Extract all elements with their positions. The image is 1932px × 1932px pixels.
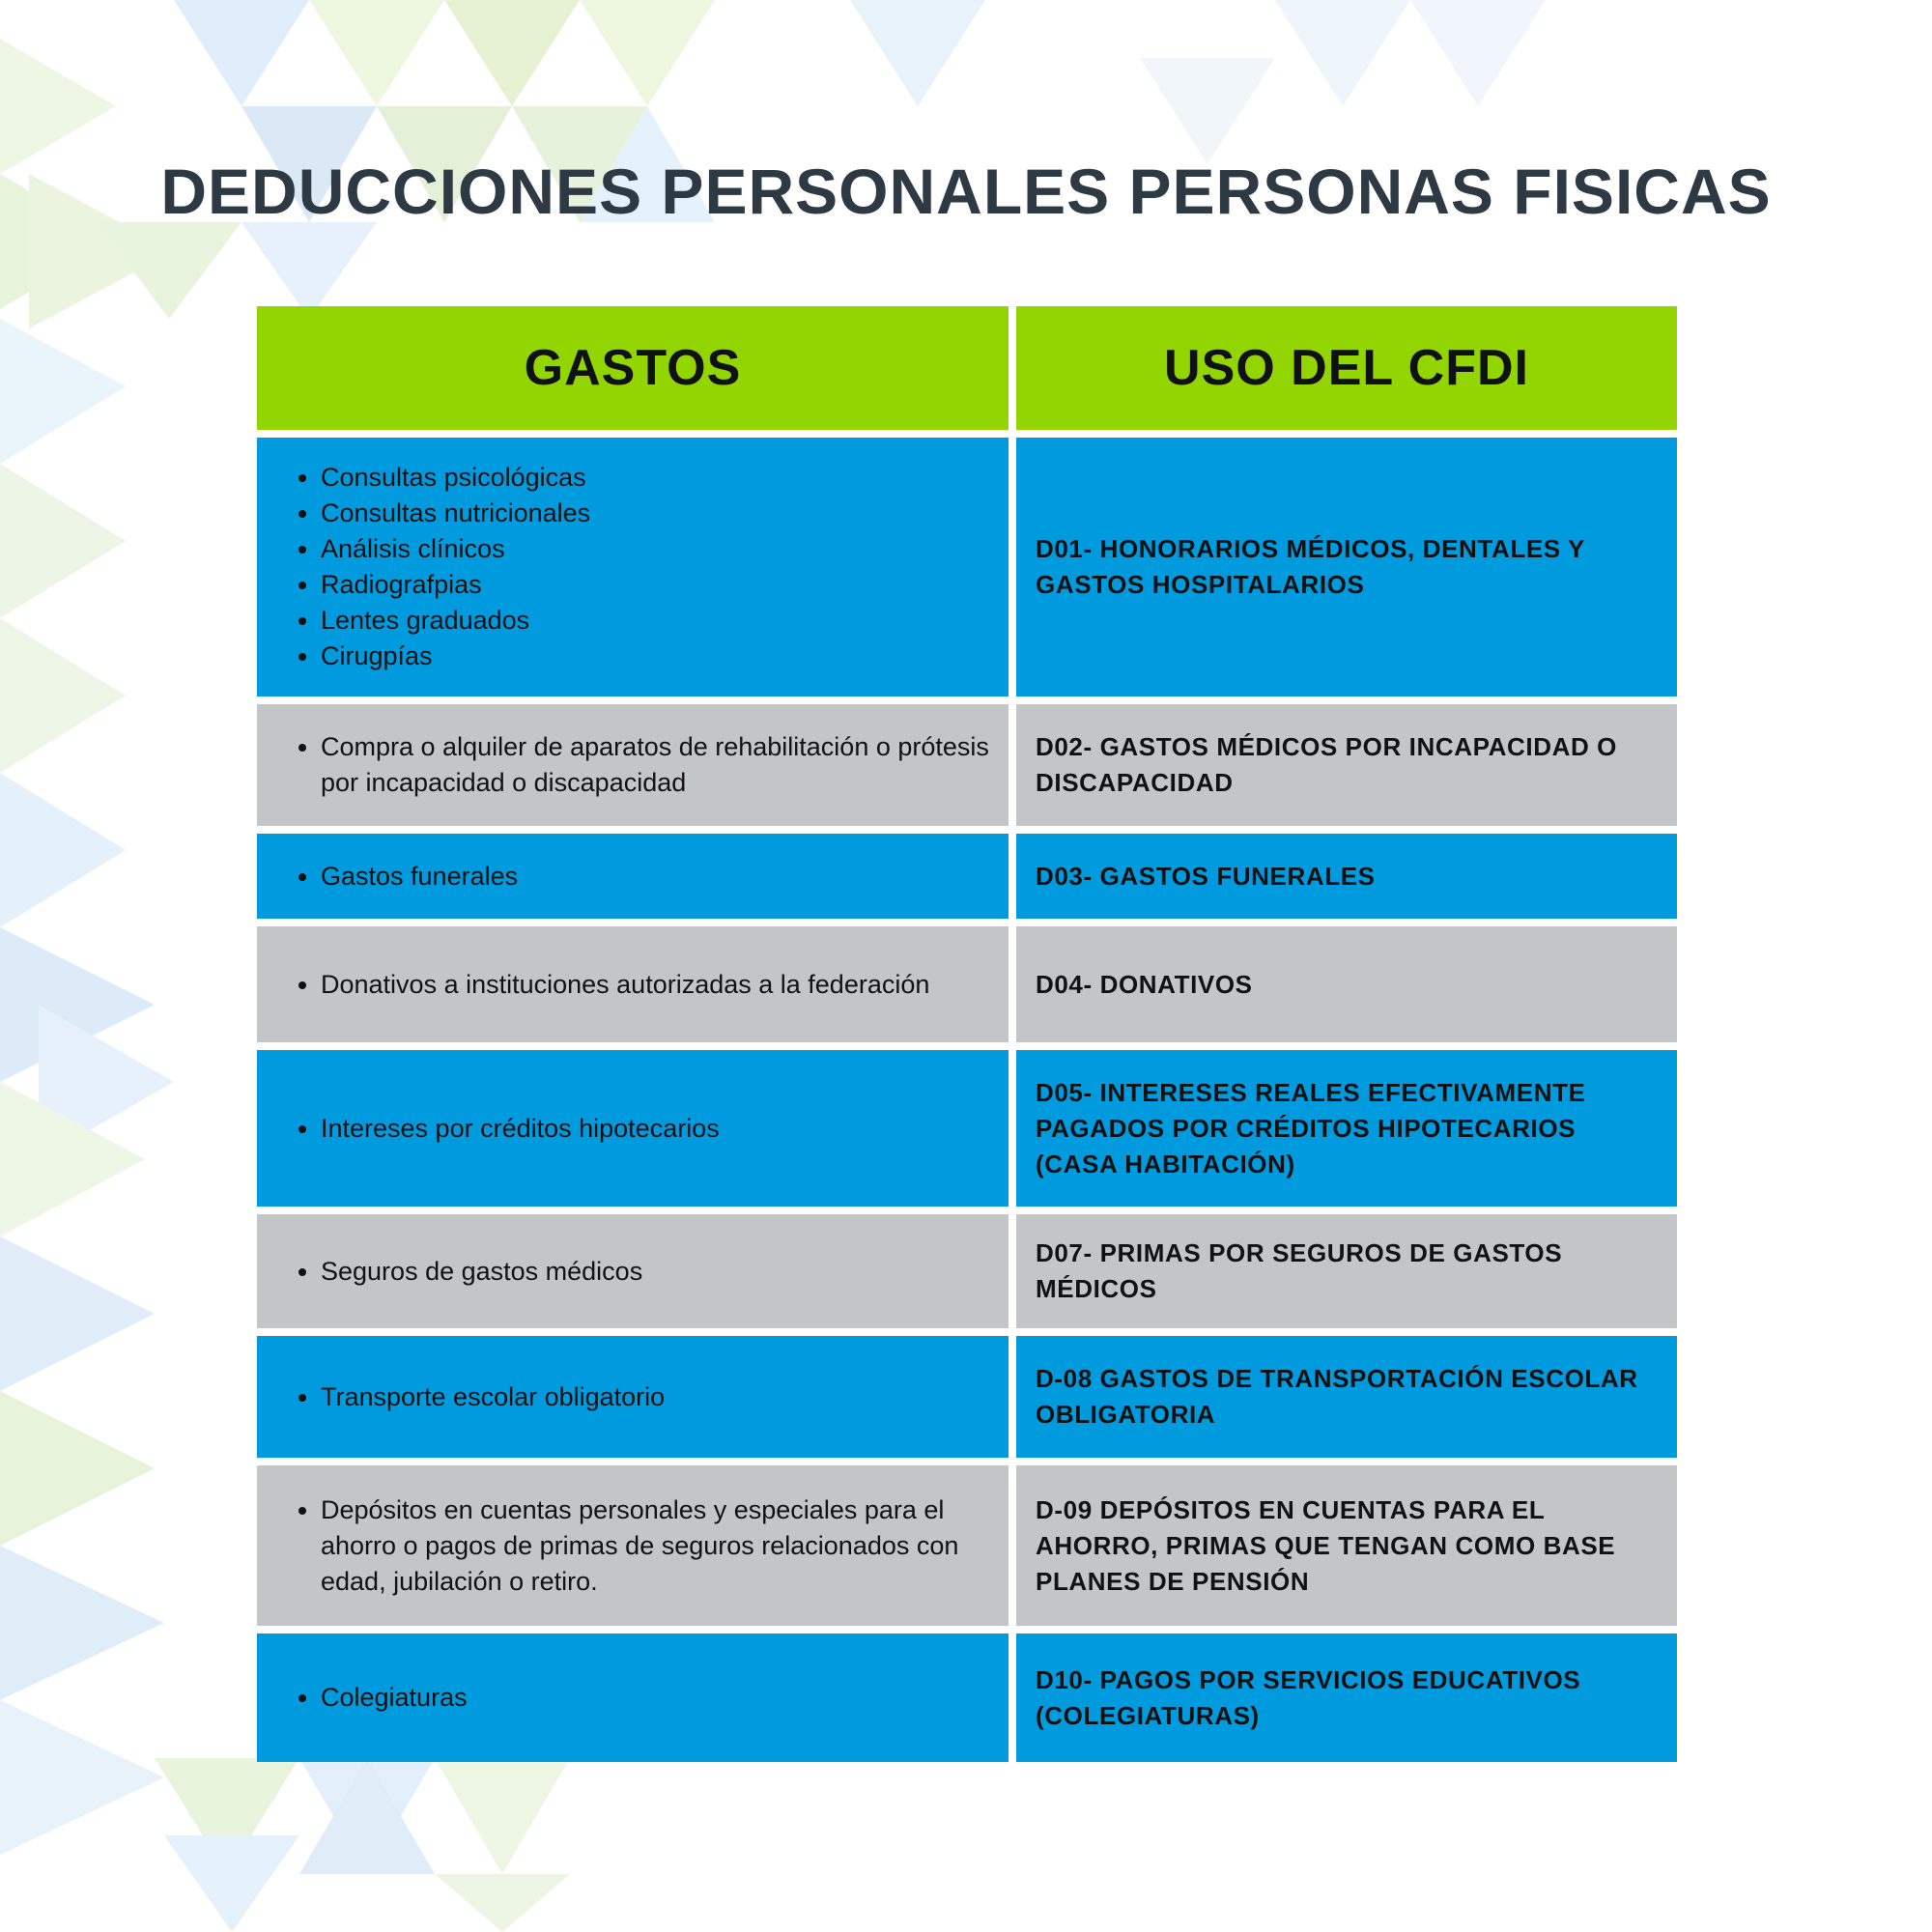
table-body xyxy=(257,438,1677,1762)
gastos-cell xyxy=(257,1214,1009,1328)
uso-cfdi-cell: D05- INTERESES REALES EFECTIVAMENTE PAGADOS POR CRÉDITOS HIPOTECARIOS (CASA HABITACIÓN) xyxy=(1016,1050,1677,1207)
gastos-cell xyxy=(257,704,1009,826)
page-title: DEDUCCIONES PERSONALES PERSONAS FISICAS xyxy=(160,156,1772,227)
gastos-item: • Donativos a instituciones autorizadas a la federación xyxy=(321,967,929,1003)
uso-cfdi-cell: D01- HONORARIOS MÉDICOS, DENTALES Y GASTOS HOSPITALARIOS xyxy=(1016,438,1677,696)
table-row xyxy=(257,1214,1677,1328)
gastos-item: • Gastos funerales xyxy=(321,859,518,895)
uso-cfdi-cell: D02- GASTOS MÉDICOS POR INCAPACIDAD O DISCAPACIDAD xyxy=(1016,704,1677,826)
gastos-cell xyxy=(257,926,1009,1042)
gastos-list xyxy=(257,460,610,674)
table-row xyxy=(257,438,1677,696)
gastos-header: GASTOS xyxy=(257,306,1009,430)
gastos-list xyxy=(257,1492,1009,1600)
gastos-cell xyxy=(257,438,1009,696)
table-row xyxy=(257,926,1677,1042)
gastos-item: • Cirugpías xyxy=(321,639,590,674)
gastos-list xyxy=(257,859,537,895)
gastos-list xyxy=(257,729,1009,801)
uso-cfdi-cell: D07- PRIMAS POR SEGUROS DE GASTOS MÉDICOS xyxy=(1016,1214,1677,1328)
gastos-list xyxy=(257,1379,684,1415)
gastos-list xyxy=(257,967,949,1003)
gastos-cell xyxy=(257,1465,1009,1626)
table-row xyxy=(257,1050,1677,1207)
gastos-item: • Análisis clínicos xyxy=(321,531,590,567)
gastos-item: • Compra o alquiler de aparatos de rehabilitación o prótesis por incapacidad o discapacidad xyxy=(321,729,989,801)
uso-cfdi-cell: D04- DONATIVOS xyxy=(1016,926,1677,1042)
table-row xyxy=(257,1634,1677,1762)
gastos-item: • Intereses por créditos hipotecarios xyxy=(321,1111,720,1147)
gastos-item: • Depósitos en cuentas personales y especiales para el ahorro o pagos de primas de seguros relacionados con edad, jubilación o retiro. xyxy=(321,1492,989,1600)
gastos-item: • Lentes graduados xyxy=(321,603,590,639)
gastos-item: • Radiografpias xyxy=(321,567,590,603)
table-row xyxy=(257,704,1677,826)
gastos-list xyxy=(257,1111,739,1147)
uso-cfdi-cell: D-09 DEPÓSITOS EN CUENTAS PARA EL AHORRO, PRIMAS QUE TENGAN COMO BASE PLANES DE PENSIÓN xyxy=(1016,1465,1677,1626)
table-row xyxy=(257,834,1677,919)
uso-cfdi-cell: D03- GASTOS FUNERALES xyxy=(1016,834,1677,919)
gastos-item: • Consultas nutricionales xyxy=(321,496,590,531)
table-row xyxy=(257,1336,1677,1458)
uso-cfdi-cell: D10- PAGOS POR SERVICIOS EDUCATIVOS (COLEGIATURAS) xyxy=(1016,1634,1677,1762)
gastos-cell xyxy=(257,834,1009,919)
deductions-table xyxy=(257,306,1677,1770)
table-header-row xyxy=(257,306,1677,430)
gastos-item: • Seguros de gastos médicos xyxy=(321,1254,642,1290)
gastos-cell xyxy=(257,1336,1009,1458)
table-row xyxy=(257,1465,1677,1626)
gastos-item: • Colegiaturas xyxy=(321,1680,468,1716)
uso-cfdi-header: USO DEL CFDI xyxy=(1016,306,1677,430)
gastos-item: • Consultas psicológicas xyxy=(321,460,590,496)
uso-cfdi-cell: D-08 GASTOS DE TRANSPORTACIÓN ESCOLAR OBLIGATORIA xyxy=(1016,1336,1677,1458)
gastos-list xyxy=(257,1680,487,1716)
gastos-cell xyxy=(257,1050,1009,1207)
gastos-cell xyxy=(257,1634,1009,1762)
gastos-item: • Transporte escolar obligatorio xyxy=(321,1379,665,1415)
gastos-list xyxy=(257,1254,662,1290)
